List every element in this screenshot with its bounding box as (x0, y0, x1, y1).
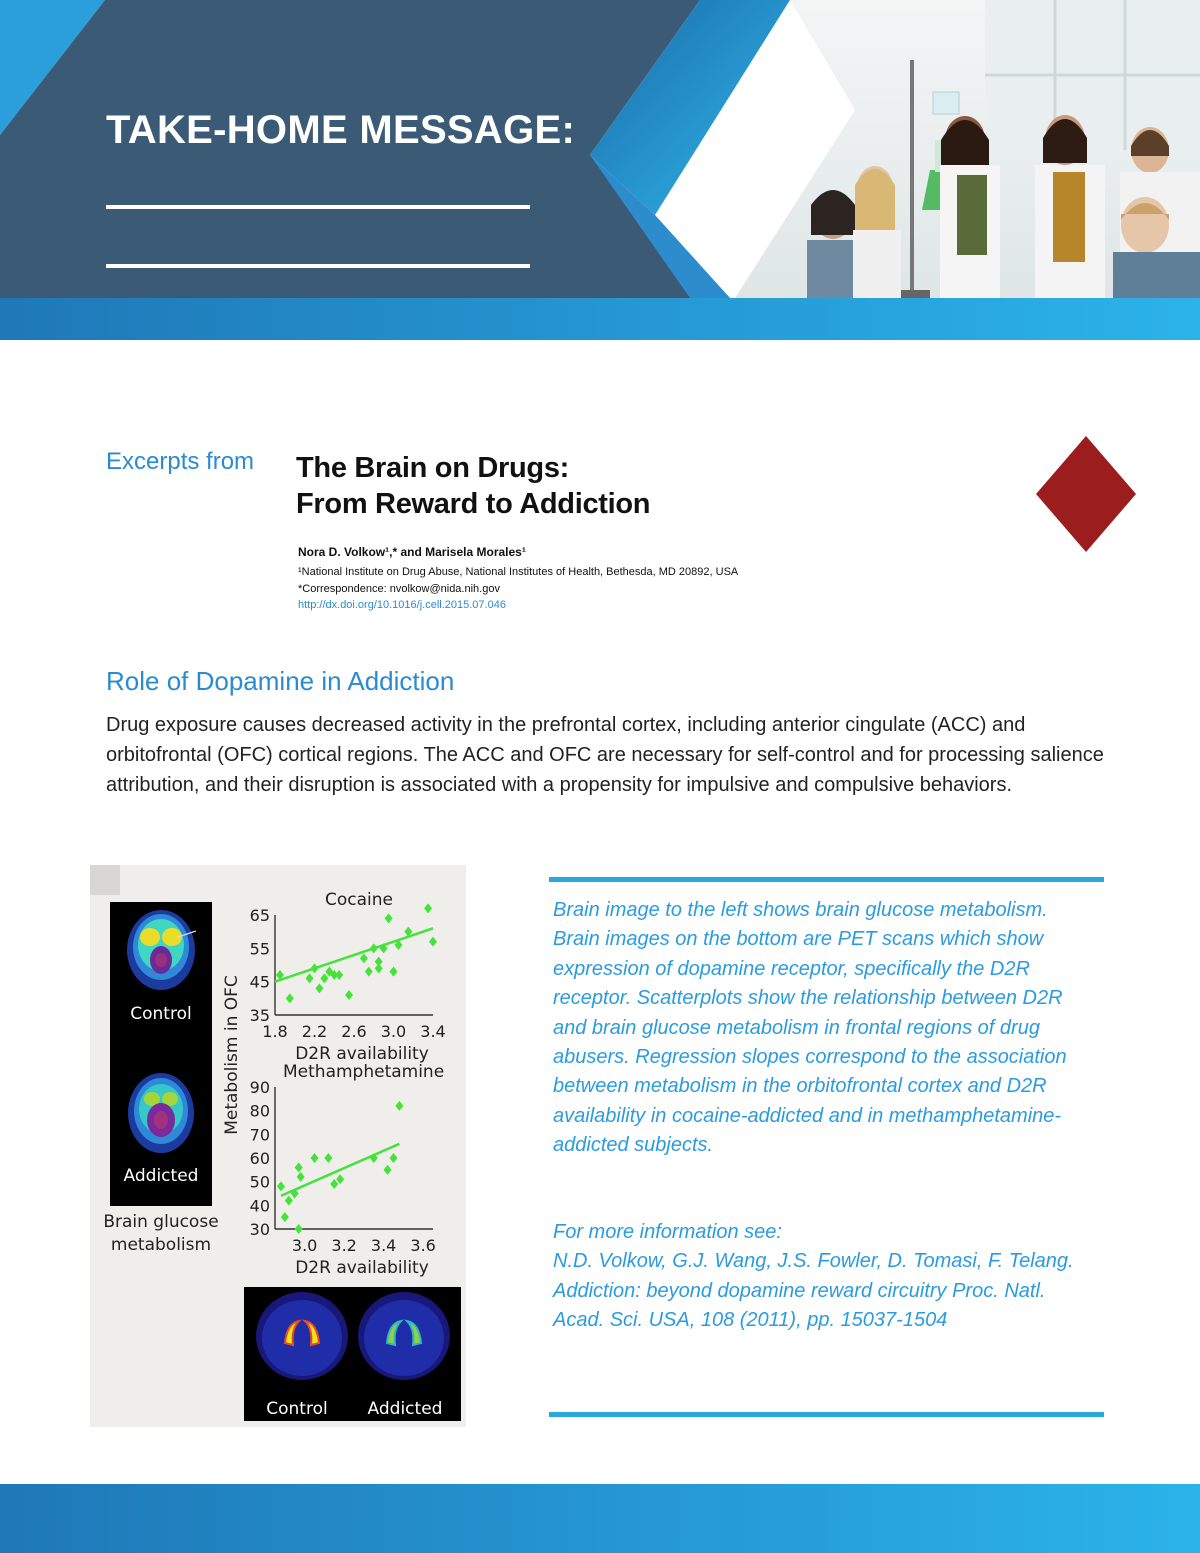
x-tick-label: 1.8 (262, 1022, 288, 1041)
data-point (336, 1174, 344, 1184)
cocaine-scatter-chart (250, 890, 446, 1064)
excerpts-label: Excerpts from (106, 448, 255, 475)
caption-top-rule (549, 877, 1104, 882)
data-point (390, 967, 398, 977)
section-body: Drug exposure causes decreased activity in the prefrontal cortex, including anterior cingulate (ACC) and orbitofrontal (OFC) cortical regions. The ACC and OFC are necessary for self-control and for processing salience attribution, and their disruption is associated with a propensity for impulsive and compulsive behaviors. (106, 714, 1104, 796)
blank-line-2 (106, 264, 530, 268)
y-tick-label: 35 (249, 1006, 270, 1025)
footer-banner (0, 1484, 1200, 1553)
x-tick-label: 2.2 (301, 1022, 328, 1041)
paper-title-line-2: From Reward to Addiction (296, 488, 651, 520)
data-point (360, 953, 368, 963)
figure-corner-marker (90, 865, 120, 895)
paper-title (296, 450, 650, 522)
x-tick-label: 3.4 (420, 1022, 446, 1041)
data-point (390, 1153, 398, 1163)
data-point (281, 1212, 289, 1222)
data-point (285, 1196, 293, 1206)
figure-panel (90, 865, 466, 1427)
y-tick-label: 80 (249, 1101, 270, 1121)
y-tick-label: 90 (249, 1078, 270, 1097)
data-point (320, 973, 328, 983)
data-point (345, 990, 353, 1000)
take-home-title: TAKE-HOME MESSAGE: (106, 108, 576, 152)
methamphetamine-scatter-chart (250, 1062, 445, 1278)
data-point (286, 993, 294, 1003)
chart-title: Methamphetamine (283, 1062, 445, 1082)
more-info-label: For more information see: (553, 1221, 782, 1243)
y-tick-label: 40 (249, 1196, 270, 1216)
caption-bottom-rule (549, 1412, 1104, 1417)
blank-line-1 (106, 205, 530, 209)
paper-doi-link[interactable]: http://dx.doi.org/10.1016/j.cell.2015.07.046 (298, 599, 506, 611)
x-tick-label: 3.6 (410, 1236, 436, 1255)
diamond-icon (1034, 434, 1138, 554)
brain-label-addicted: Addicted (123, 1166, 199, 1186)
pet-label-control: Control (266, 1399, 328, 1419)
data-point (385, 913, 393, 923)
x-axis-label: D2R availability (295, 1258, 429, 1278)
data-point (395, 1101, 403, 1111)
data-point (315, 983, 323, 993)
paper-authors: Nora D. Volkow¹,* and Marisela Morales¹ (298, 545, 526, 559)
data-point (295, 1162, 303, 1172)
brain-caption-line-2: metabolism (110, 1235, 212, 1255)
paper-title-line-1: The Brain on Drugs: (296, 452, 570, 484)
brain-caption-line-1: Brain glucose (103, 1212, 219, 1232)
figure-caption: Brain image to the left shows brain glucose metabolism. Brain images on the bottom are PET scans which show expression of dopamine receptor, specifically the D2R receptor. Scatterplots show the relationship between D2R and brain glucose metabolism in frontal regions of drug abusers. Regression slopes correspond to the association between metabolism in the orbitofrontal cortex and D2R availability in cocaine-addicted and in methamphetamine-addicted subjects. (553, 899, 1067, 1157)
y-tick-label: 50 (249, 1172, 270, 1192)
paper-correspondence: *Correspondence: nvolkow@nida.nih.gov (298, 583, 500, 595)
data-point (311, 1153, 319, 1163)
data-point (330, 1179, 338, 1189)
more-info (553, 1218, 1098, 1336)
y-tick-label: 70 (249, 1125, 270, 1145)
lab-students-photo (735, 0, 1200, 298)
data-point (365, 967, 373, 977)
figure-graphic (90, 865, 466, 1427)
data-point (306, 973, 314, 983)
y-tick-label: 30 (249, 1220, 270, 1239)
y-tick-label: 45 (249, 972, 270, 992)
data-point (424, 903, 432, 913)
data-point (429, 937, 437, 947)
footer-graphic (0, 1484, 1200, 1553)
y-tick-label: 60 (249, 1149, 270, 1168)
pet-control-image (256, 1292, 348, 1380)
paper-affiliation: ¹National Institute on Drug Abuse, National Institutes of Health, Bethesda, MD 20892, USA (298, 566, 739, 578)
y-tick-label: 65 (249, 906, 270, 925)
data-point (295, 1224, 303, 1234)
brain-label-control: Control (130, 1004, 192, 1024)
x-tick-label: 3.0 (380, 1022, 407, 1041)
addicted-brain-image (128, 1073, 194, 1153)
x-tick-label: 3.4 (370, 1236, 397, 1255)
header-banner (0, 0, 1200, 340)
x-tick-label: 2.6 (341, 1022, 367, 1041)
x-tick-label: 3.0 (291, 1236, 318, 1255)
data-point (384, 1165, 392, 1175)
pet-label-addicted: Addicted (367, 1399, 443, 1419)
data-point (335, 970, 343, 980)
data-point (324, 1153, 332, 1163)
data-point (277, 1181, 285, 1191)
x-axis-label: D2R availability (295, 1044, 429, 1064)
pet-addicted-image (358, 1292, 450, 1380)
regression-line (275, 928, 433, 981)
section-heading: Role of Dopamine in Addiction (106, 666, 455, 696)
reference-citation: N.D. Volkow, G.J. Wang, J.S. Fowler, D. Tomasi, F. Telang. Addiction: beyond dopamine reward circuitry Proc. Natl. Acad. Sci. USA, 108 (2011), pp. 15037-1504 (553, 1250, 1074, 1332)
data-point (370, 943, 378, 953)
y-tick-label: 55 (249, 939, 270, 959)
chart-title: Cocaine (325, 890, 393, 910)
data-point (375, 963, 383, 973)
y-axis-label: Metabolism in OFC (222, 975, 242, 1135)
data-point (311, 963, 319, 973)
data-point (297, 1172, 305, 1182)
x-tick-label: 3.2 (331, 1236, 357, 1255)
